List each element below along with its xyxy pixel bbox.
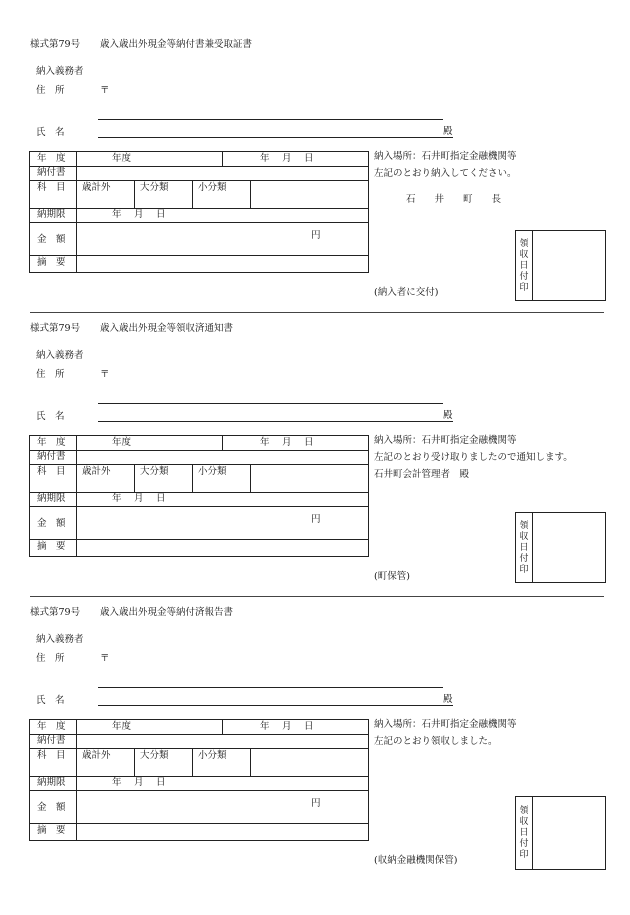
col-divider	[222, 152, 223, 166]
stamp-char: 収	[519, 250, 529, 260]
stamp-char: 印	[519, 850, 529, 860]
notice-row-label: 納付書	[37, 735, 66, 746]
payment-table	[29, 435, 369, 557]
receipt-stamp-box	[515, 230, 606, 301]
row-divider	[30, 166, 368, 167]
receipt-stamp-box	[515, 512, 606, 583]
postal-mark: 〒	[100, 653, 110, 664]
signer: 石 井 町 長	[406, 194, 502, 205]
form-section-notice	[0, 314, 630, 599]
row-divider	[30, 823, 368, 824]
stamp-divider	[532, 231, 533, 300]
form-number: 様式第79号	[30, 39, 81, 50]
subject-row-label: 科 目	[37, 466, 66, 477]
notice-row-label: 納付書	[37, 167, 66, 178]
name-line	[98, 137, 453, 138]
year-unit: 年度	[112, 721, 132, 732]
payer-label: 納入義務者	[36, 634, 84, 645]
section-separator	[30, 596, 604, 597]
form-number: 様式第79号	[30, 323, 81, 334]
stamp-char: 日	[519, 261, 529, 271]
col-divider	[222, 720, 223, 734]
col-divider	[250, 180, 251, 208]
account-column-label: 歳計外	[82, 466, 111, 477]
row-divider	[30, 506, 368, 507]
name-label: 氏 名	[36, 695, 65, 706]
yen-unit: 円	[311, 514, 321, 525]
form-number: 様式第79号	[30, 607, 81, 618]
payment-table	[29, 719, 369, 841]
payment-place: 納入場所：石井町指定金融機関等	[374, 151, 517, 162]
stamp-char: 領	[519, 521, 529, 531]
address-line	[98, 403, 443, 404]
stamp-char: 付	[519, 839, 529, 849]
minor-category-label: 小分類	[198, 466, 227, 477]
address-label: 住 所	[36, 85, 65, 96]
account-column-label: 歳計外	[82, 182, 111, 193]
form-title: 歳入歳出外現金等納付書兼受取証書	[100, 39, 253, 50]
col-divider	[76, 436, 77, 556]
address-line	[98, 687, 443, 688]
instruction-message: 左記のとおり領収しました。	[374, 736, 498, 747]
major-category-label: 大分類	[140, 182, 169, 193]
year-unit: 年度	[112, 437, 132, 448]
subject-row-label: 科 目	[37, 182, 66, 193]
row-divider	[30, 222, 368, 223]
minor-category-label: 小分類	[198, 750, 227, 761]
payment-place: 納入場所：石井町指定金融機関等	[374, 719, 517, 730]
address-line	[98, 119, 443, 120]
yen-unit: 円	[311, 230, 321, 241]
honorific: 殿	[443, 410, 453, 421]
col-divider	[192, 748, 193, 776]
yen-unit: 円	[311, 798, 321, 809]
deadline-date: 年 月 日	[112, 777, 166, 788]
row-divider	[30, 748, 368, 749]
year-unit: 年度	[112, 153, 132, 164]
honorific: 殿	[443, 126, 453, 137]
row-divider	[30, 492, 368, 493]
summary-row-label: 摘 要	[37, 825, 66, 836]
major-category-label: 大分類	[140, 466, 169, 477]
payer-label: 納入義務者	[36, 66, 84, 77]
summary-row-label: 摘 要	[37, 541, 66, 552]
section-separator	[30, 312, 604, 313]
row-divider	[30, 464, 368, 465]
year-row-label: 年 度	[37, 437, 66, 448]
col-divider	[76, 152, 77, 272]
stamp-char: 付	[519, 554, 529, 564]
stamp-divider	[532, 797, 533, 869]
stamp-char: 領	[519, 239, 529, 249]
form-section-report	[0, 598, 630, 883]
postal-mark: 〒	[100, 85, 110, 96]
notice-row-label: 納付書	[37, 451, 66, 462]
footer-note: (町保管)	[374, 571, 410, 582]
row-divider	[30, 790, 368, 791]
address-label: 住 所	[36, 369, 65, 380]
summary-row-label: 摘 要	[37, 257, 66, 268]
name-line	[98, 421, 453, 422]
stamp-char: 日	[519, 543, 529, 553]
amount-row-label: 金 額	[37, 518, 66, 529]
year-row-label: 年 度	[37, 721, 66, 732]
deadline-date: 年 月 日	[112, 493, 166, 504]
row-divider	[30, 734, 368, 735]
issue-date: 年 月 日	[260, 153, 314, 164]
row-divider	[30, 255, 368, 256]
deadline-row-label: 納期限	[37, 493, 66, 504]
payment-table	[29, 151, 369, 273]
col-divider	[192, 180, 193, 208]
stamp-char: 日	[519, 828, 529, 838]
name-label: 氏 名	[36, 127, 65, 138]
minor-category-label: 小分類	[198, 182, 227, 193]
deadline-row-label: 納期限	[37, 209, 66, 220]
issue-date: 年 月 日	[260, 721, 314, 732]
stamp-divider	[532, 513, 533, 582]
receipt-stamp-box	[515, 796, 606, 870]
postal-mark: 〒	[100, 369, 110, 380]
instruction-message: 左記のとおり納入してください。	[374, 168, 517, 179]
row-divider	[30, 208, 368, 209]
amount-row-label: 金 額	[37, 802, 66, 813]
stamp-char: 付	[519, 272, 529, 282]
footer-note: (納入者に交付)	[374, 287, 439, 298]
col-divider	[250, 748, 251, 776]
stamp-char: 印	[519, 283, 529, 293]
name-line	[98, 705, 453, 706]
col-divider	[134, 748, 135, 776]
stamp-char: 印	[519, 565, 529, 575]
honorific: 殿	[443, 694, 453, 705]
col-divider	[134, 464, 135, 492]
year-row-label: 年 度	[37, 153, 66, 164]
footer-note: (収納金融機関保管)	[374, 855, 458, 866]
deadline-row-label: 納期限	[37, 777, 66, 788]
stamp-char: 収	[519, 532, 529, 542]
row-divider	[30, 450, 368, 451]
issue-date: 年 月 日	[260, 437, 314, 448]
row-divider	[30, 776, 368, 777]
account-column-label: 歳計外	[82, 750, 111, 761]
address-label: 住 所	[36, 653, 65, 664]
col-divider	[192, 464, 193, 492]
instruction-message: 左記のとおり受け取りましたので通知します。	[374, 452, 573, 463]
col-divider	[222, 436, 223, 450]
major-category-label: 大分類	[140, 750, 169, 761]
row-divider	[30, 539, 368, 540]
col-divider	[76, 720, 77, 840]
col-divider	[134, 180, 135, 208]
amount-row-label: 金 額	[37, 234, 66, 245]
stamp-char: 領	[519, 806, 529, 816]
row-divider	[30, 180, 368, 181]
form-title: 歳入歳出外現金等納付済報告書	[100, 607, 234, 618]
name-label: 氏 名	[36, 411, 65, 422]
deadline-date: 年 月 日	[112, 209, 166, 220]
signer: 石井町会計管理者 殿	[374, 469, 470, 480]
col-divider	[250, 464, 251, 492]
stamp-char: 収	[519, 817, 529, 827]
payer-label: 納入義務者	[36, 350, 84, 361]
subject-row-label: 科 目	[37, 750, 66, 761]
form-section-receipt	[0, 30, 630, 315]
form-title: 歳入歳出外現金等領収済通知書	[100, 323, 234, 334]
payment-place: 納入場所：石井町指定金融機関等	[374, 435, 517, 446]
